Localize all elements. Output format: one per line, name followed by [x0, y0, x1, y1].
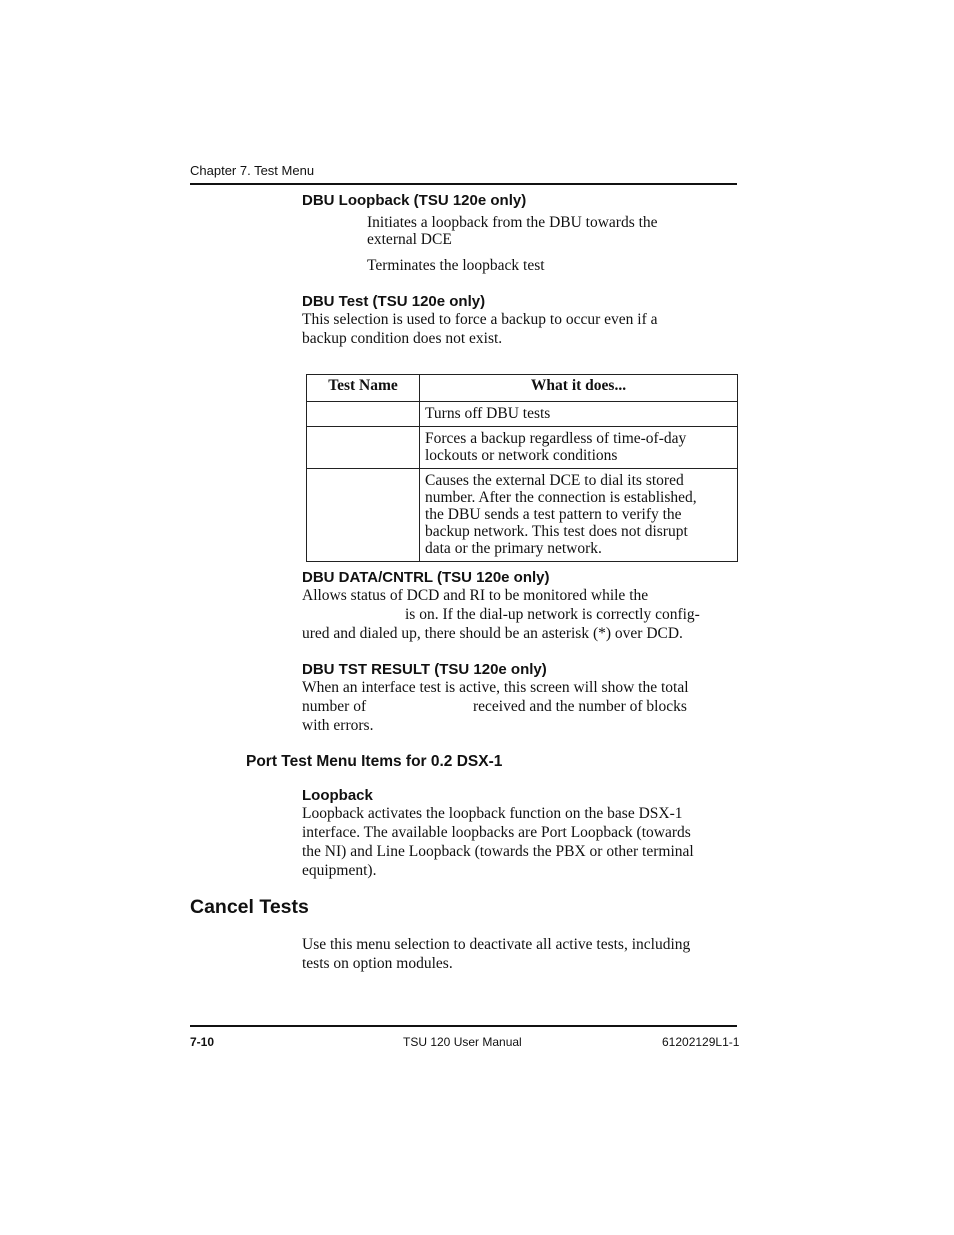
table-row: [307, 427, 738, 469]
header-rule: [190, 183, 737, 185]
test-name-cell: [307, 402, 420, 427]
text-line: tests on option modules.: [302, 955, 453, 972]
cell-line: the DBU sends a test pattern to verify the: [425, 506, 682, 523]
footer-title: TSU 120 User Manual: [403, 1035, 522, 1049]
text-line: equipment).: [302, 862, 377, 879]
cell-line: lockouts or network conditions: [425, 447, 618, 464]
port-test-heading: Port Test Menu Items for 0.2 DSX-1: [246, 753, 503, 770]
dbu-tst-result-line-1: When an interface test is active, this screen will show the total: [302, 679, 689, 696]
text-line: external DCE: [367, 231, 452, 248]
loopback-heading: Loopback: [302, 787, 373, 804]
description-cell: [420, 469, 738, 562]
footer-doc-number: 61202129L1-1: [662, 1035, 740, 1049]
dbu-tst-result-heading: DBU TST RESULT (TSU 120e only): [302, 661, 547, 678]
text-line: Loopback activates the loopback function on the base DSX-1: [302, 805, 683, 822]
description-cell: [420, 427, 738, 469]
description-cell: [420, 402, 738, 427]
cell-line: Causes the external DCE to dial its stored: [425, 472, 684, 489]
dbu-tst-result-line-2b: received and the number of blocks: [473, 698, 687, 715]
text-line: Use this menu selection to deactivate all active tests, including: [302, 936, 691, 953]
test-name-cell: [307, 469, 420, 562]
dbu-loopback-heading: DBU Loopback (TSU 120e only): [302, 192, 527, 209]
footer-rule: [190, 1025, 737, 1027]
text-line: This selection is used to force a backup to occur even if a: [302, 311, 658, 328]
cell-line: Turns off DBU tests: [425, 405, 551, 422]
cell-line: number. After the connection is established,: [425, 489, 697, 506]
cancel-tests-description: [302, 935, 690, 973]
text-line: backup condition does not exist.: [302, 330, 503, 347]
column-header-test-name: Test Name: [307, 375, 420, 402]
dbu-loopback-description: [367, 214, 658, 248]
cell-line: Forces a backup regardless of time-of-day: [425, 430, 687, 447]
cell-line: backup network. This test does not disrupt: [425, 523, 688, 540]
cancel-tests-heading: Cancel Tests: [190, 896, 309, 918]
dbu-test-description: [302, 310, 658, 348]
dbu-data-cntrl-line-2: is on. If the dial-up network is correctly config-: [405, 606, 700, 623]
dbu-loopback-terminate-text: Terminates the loopback test: [367, 257, 545, 274]
table-row: [307, 469, 738, 562]
table-header-row: [307, 375, 738, 402]
column-header-what-it-does: What it does...: [420, 375, 738, 402]
dbu-data-cntrl-line-3: ured and dialed up, there should be an asterisk (*) over DCD.: [302, 625, 683, 642]
page-number: 7-10: [190, 1035, 215, 1049]
table-row: [307, 402, 738, 427]
text-line: interface. The available loopbacks are Port Loopback (towards: [302, 824, 691, 841]
dbu-data-cntrl-heading: DBU DATA/CNTRL (TSU 120e only): [302, 569, 550, 586]
loopback-description: [302, 804, 694, 880]
dbu-test-heading: DBU Test (TSU 120e only): [302, 293, 486, 310]
text-line: the NI) and Line Loopback (towards the PBX or other terminal: [302, 843, 694, 860]
dbu-tests-table: [306, 374, 738, 562]
dbu-tst-result-line-2a: number of: [302, 698, 367, 715]
cell-line: data or the primary network.: [425, 540, 602, 557]
dbu-data-cntrl-line-1: Allows status of DCD and RI to be monitored while the: [302, 587, 649, 604]
running-head: Chapter 7. Test Menu: [190, 163, 315, 178]
text-line: Initiates a loopback from the DBU towards the: [367, 214, 658, 231]
dbu-tst-result-line-3: with errors.: [302, 717, 374, 734]
test-name-cell: [307, 427, 420, 469]
